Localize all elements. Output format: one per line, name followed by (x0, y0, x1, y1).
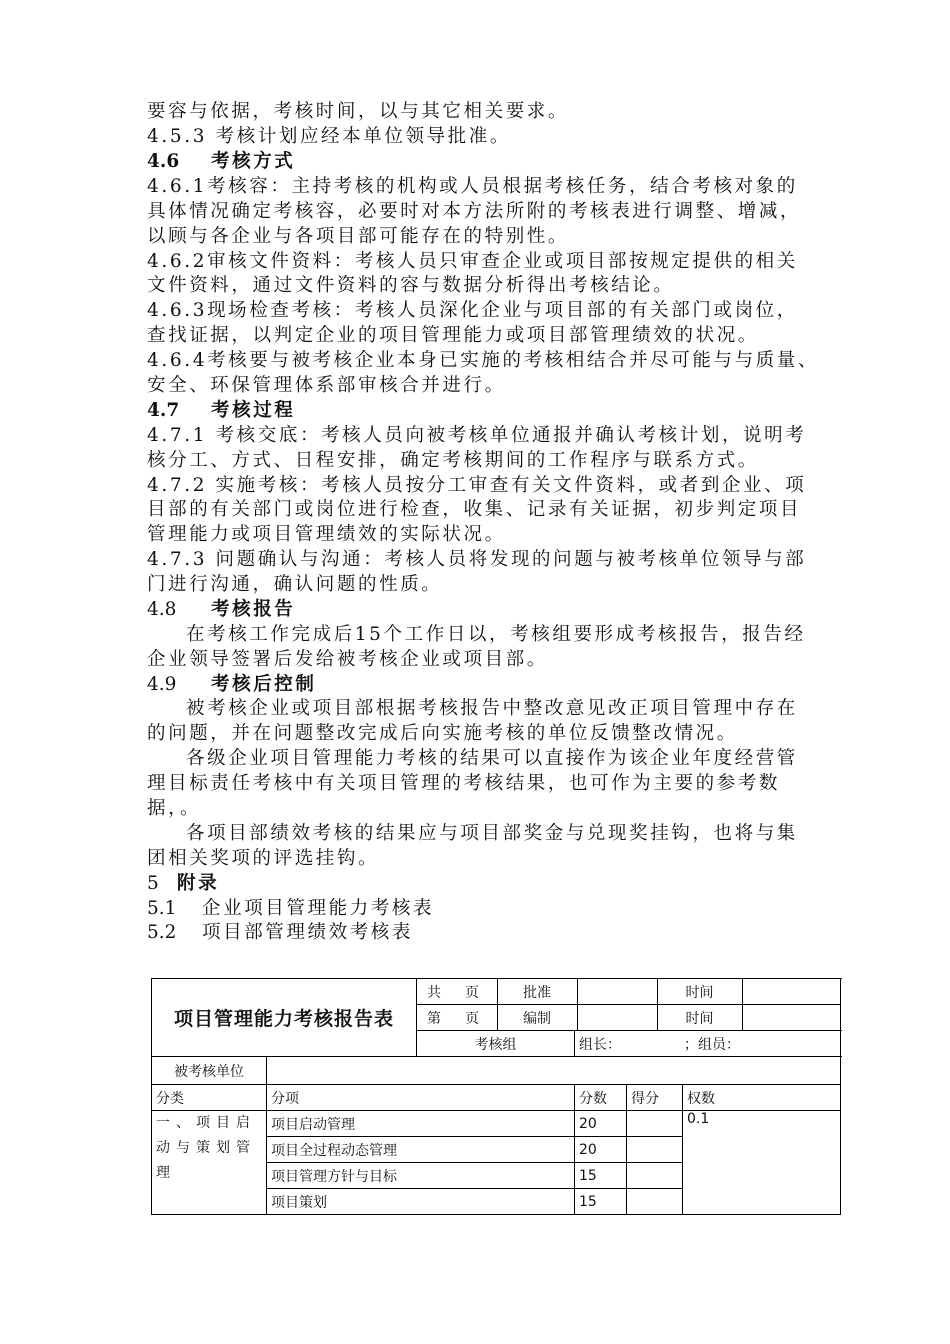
text-line: 管理能力或项目管理绩效的实际状况。 (147, 524, 506, 545)
category-cell: 一、项目启动与策划管理 (152, 1111, 267, 1215)
compile-label: 编制 (497, 1005, 577, 1031)
compile-value (577, 1005, 657, 1031)
section-number: 4.9 (147, 674, 177, 695)
text-line: 门进行沟通，确认问题的性质。 (147, 574, 443, 595)
text-line: 据，。 (147, 798, 202, 819)
score-cell: 15 (575, 1163, 627, 1189)
appendix-text: 项目部管理绩效考核表 (202, 922, 414, 943)
unit-row (152, 1057, 841, 1085)
section-title: 考核过程 (211, 400, 296, 421)
text-line: 具体情况确定考核容，必要时对本方法所附的考核表进行调整、增减， (147, 201, 802, 222)
section-heading-4-9 (147, 673, 317, 697)
text-line: 各项目部绩效考核的结果应与项目部奖金与兑现奖挂钩，也将与集 (186, 823, 798, 844)
appendix-text: 企业项目管理能力考核表 (202, 898, 435, 919)
weight-header: 权数 (683, 1085, 841, 1111)
approve-value (577, 979, 657, 1005)
section-number: 4.6 (147, 151, 180, 172)
appendix-heading (147, 872, 219, 896)
approve-time-value (742, 979, 827, 1005)
approve-time-label: 时间 (657, 979, 742, 1005)
text-line: 核分工、方式、日程安排，确定考核期间的工作程序与联系方式。 (147, 450, 759, 471)
got-cell (627, 1163, 683, 1189)
item-cell: 项目管理方针与目标 (267, 1163, 575, 1189)
approve-label: 批准 (497, 979, 577, 1005)
text-line: 4.6.2审核文件资料：考核人员只审查企业或项目部按规定提供的相关 (147, 251, 798, 272)
text-line: 4.7.2 实施考核：考核人员按分工审查有关文件资料，或者到企业、项 (147, 475, 807, 496)
text-line: 4.7.1 考核交底：考核人员向被考核单位通报并确认考核计划，说明考 (147, 425, 807, 446)
unit-label: 被考核单位 (152, 1057, 267, 1085)
text-line: 理目标责任考核中有关项目管理的考核结果，也可作为主要的参考数 (147, 773, 781, 794)
text-line: 4.6.3现场检查考核：考核人员深化企业与项目部的有关部门或岗位， (147, 300, 798, 321)
appendix-number: 5.2 (147, 922, 177, 943)
text-line: 4.7.3 问题确认与沟通：考核人员将发现的问题与被考核单位领导与部 (147, 549, 807, 570)
text-line: 团相关奖项的评选挂钩。 (147, 848, 380, 869)
weight-cell: 0.1 (683, 1111, 841, 1215)
text-line: 以顾与各企业与各项目部可能存在的特别性。 (147, 226, 570, 247)
got-cell (627, 1111, 683, 1137)
text-line: 企业领导签署后发给被考核企业或项目部。 (147, 649, 548, 670)
section-heading-4-7 (147, 399, 295, 423)
text-line: 的问题，并在问题整改完成后向实施考核的单位反馈整改情况。 (147, 723, 738, 744)
appendix-number: 5.1 (147, 898, 177, 919)
text-line: 4.6.4考核要与被考核企业本身已实施的考核相结合并尽可能与与质量、 (147, 350, 819, 371)
got-cell (627, 1137, 683, 1163)
item-cell: 项目策划 (267, 1189, 575, 1215)
text-line: 文件资料，通过文件资料的容与数据分析得出考核结论。 (147, 275, 675, 296)
text-line: 4.5.3 考核计划应经本单位领导批准。 (147, 126, 511, 147)
section-title: 考核报告 (211, 599, 296, 620)
text-line: 在考核工作完成后15个工作日以，考核组要形成考核报告，报告经 (186, 624, 806, 645)
score-cell: 20 (575, 1111, 627, 1137)
text-line: 要容与依据，考核时间，以与其它相关要求。 (147, 101, 570, 122)
section-number: 5 (147, 873, 159, 894)
report-table (151, 978, 841, 1215)
text-line: 安全、环保管理体系部审核合并进行。 (147, 375, 506, 396)
score-cell: 15 (575, 1189, 627, 1215)
category-header: 分类 (152, 1085, 267, 1111)
table-row (152, 1111, 841, 1137)
text-line: 被考核企业或项目部根据考核报告中整改意见改正项目管理中存在 (186, 698, 798, 719)
group-label: 考核组 (417, 1031, 575, 1057)
appendix-item (147, 921, 413, 945)
text-line: 目部的有关部门或岗位进行检查，收集、记录有关证据，初步判定项目 (147, 499, 802, 520)
table-title: 项目管理能力考核报告表 (152, 979, 417, 1057)
score-header: 分数 (575, 1085, 627, 1111)
section-heading-4-8 (147, 598, 295, 622)
compile-time-value (742, 1005, 827, 1031)
item-header: 分项 (267, 1085, 575, 1111)
table-header-row (152, 979, 841, 1031)
section-number: 4.7 (147, 400, 180, 421)
text-line: 4.6.1考核容：主持考核的机构或人员根据考核任务，结合考核对象的 (147, 176, 798, 197)
page-unit: 页 (465, 984, 480, 1001)
page-unit: 页 (465, 1010, 480, 1027)
got-header: 得分 (627, 1085, 683, 1111)
total-pages-label: 共 (427, 984, 466, 1001)
section-title: 考核后控制 (211, 674, 317, 695)
item-cell: 项目全过程动态管理 (267, 1137, 575, 1163)
text-line: 各级企业项目管理能力考核的结果可以直接作为该企业年度经营管 (186, 748, 798, 769)
text-line: 查找证据，以判定企业的项目管理能力或项目部管理绩效的状况。 (147, 325, 759, 346)
group-value: 组长： ；组员： (575, 1031, 841, 1057)
page-number-label: 第 (427, 1010, 466, 1027)
column-header-row (152, 1085, 841, 1111)
section-heading-4-6 (147, 150, 295, 174)
compile-time-label: 时间 (657, 1005, 742, 1031)
unit-value (267, 1057, 841, 1085)
section-title: 考核方式 (211, 151, 296, 172)
got-cell (627, 1189, 683, 1215)
section-title: 附录 (177, 873, 220, 894)
appendix-item (147, 897, 434, 921)
section-number: 4.8 (147, 599, 177, 620)
item-cell: 项目启动管理 (267, 1111, 575, 1137)
score-cell: 20 (575, 1137, 627, 1163)
